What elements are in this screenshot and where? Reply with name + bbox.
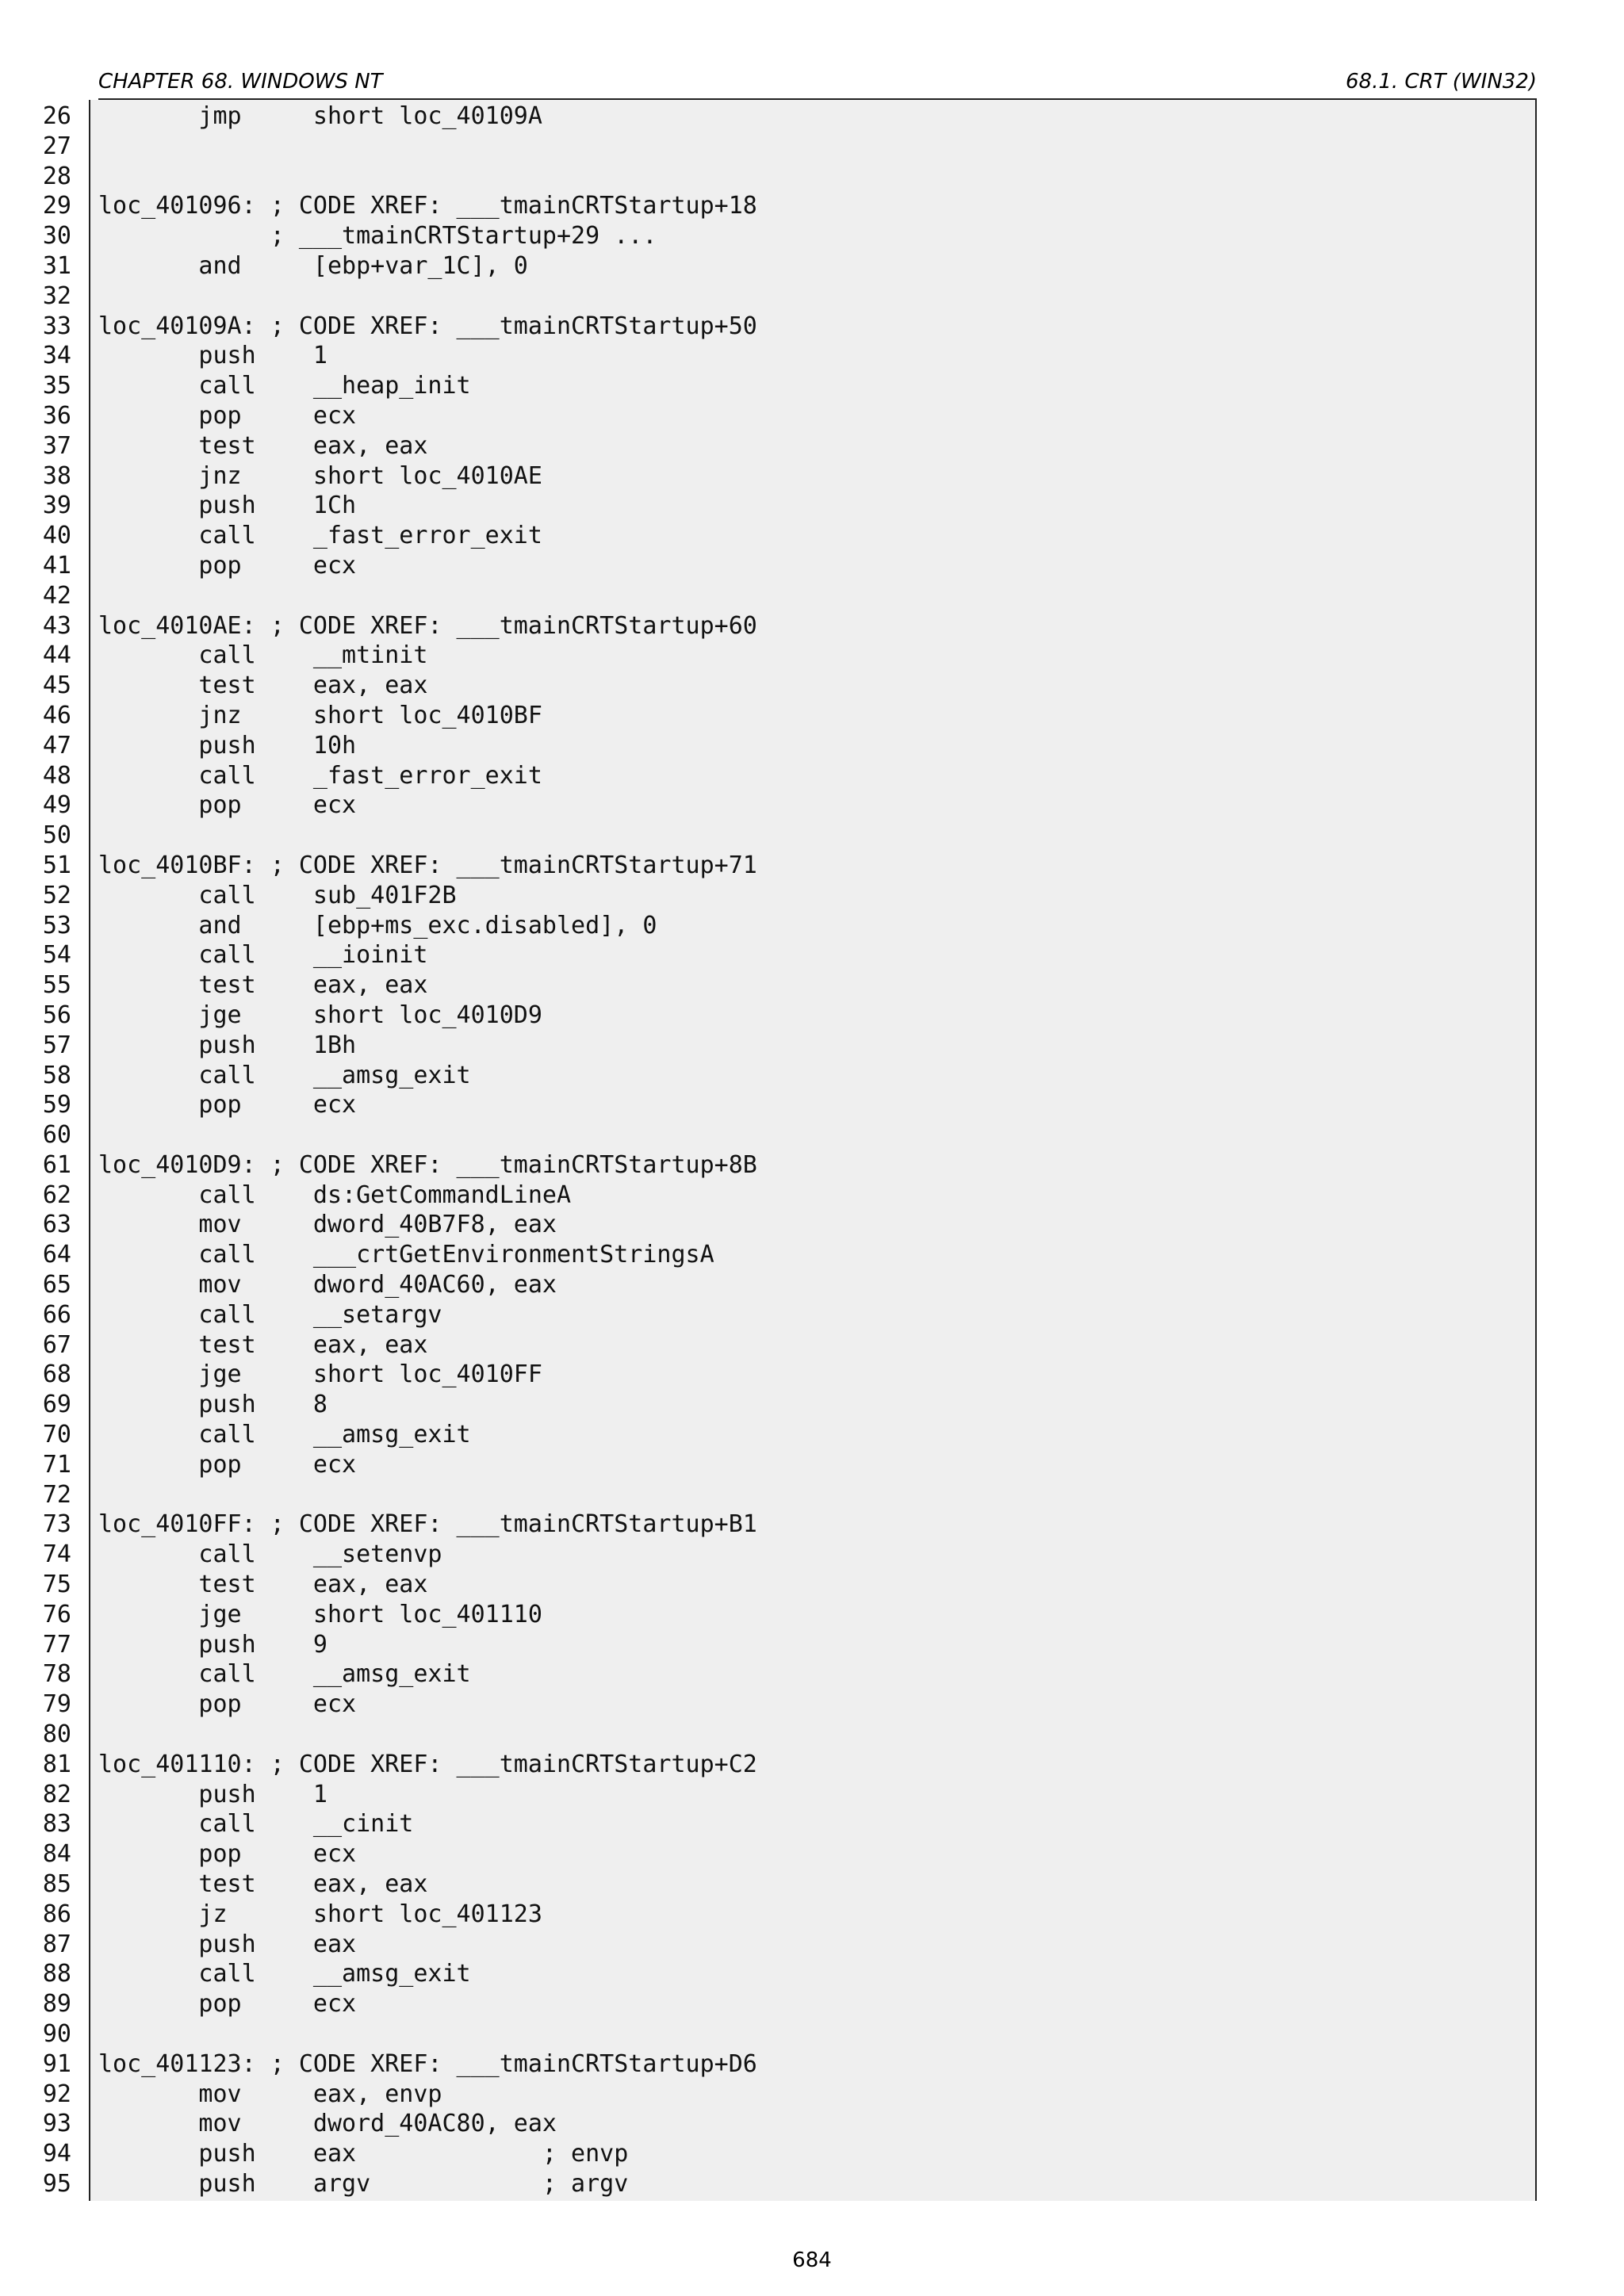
section-title: 68.1. CRT (WIN32) (1346, 70, 1537, 94)
code-listing (0, 101, 1624, 2199)
code-line (0, 1120, 1624, 1150)
code-text: push 1 (98, 342, 327, 370)
code-text: test eax, eax (98, 1330, 428, 1359)
code-text: jmp short loc_40109A (98, 102, 542, 130)
code-line (0, 2169, 1624, 2199)
code-text: pop ecx (98, 551, 357, 580)
line-number: 29 (42, 192, 71, 220)
code-line (0, 371, 1624, 401)
code-line (0, 1001, 1624, 1031)
code-line (0, 2019, 1624, 2049)
line-number: 95 (42, 2169, 71, 2198)
code-line (0, 1959, 1624, 1989)
code-line (0, 911, 1624, 941)
code-text: loc_4010AE: ; CODE XREF: ___tmainCRTStartup+60 (98, 611, 757, 640)
code-line (0, 1420, 1624, 1450)
code-text: loc_4010FF: ; CODE XREF: ___tmainCRTStartup+B1 (98, 1510, 757, 1539)
line-number: 87 (42, 1930, 71, 1958)
code-text: call __cinit (98, 1810, 414, 1839)
line-number: 47 (42, 731, 71, 760)
code-line (0, 1031, 1624, 1061)
code-line (0, 1600, 1624, 1630)
line-number: 84 (42, 1840, 71, 1869)
code-text: call __setargv (98, 1300, 442, 1329)
line-number: 50 (42, 821, 71, 850)
code-line (0, 1240, 1624, 1270)
line-number: 85 (42, 1870, 71, 1899)
line-number: 70 (42, 1421, 71, 1449)
line-number: 34 (42, 342, 71, 370)
code-line (0, 1061, 1624, 1091)
code-line (0, 1210, 1624, 1240)
line-number: 92 (42, 2080, 71, 2108)
line-number: 37 (42, 431, 71, 460)
line-number: 66 (42, 1300, 71, 1329)
line-number: 61 (42, 1150, 71, 1179)
line-number: 78 (42, 1660, 71, 1689)
line-number: 51 (42, 851, 71, 879)
line-number: 33 (42, 312, 71, 340)
code-text: pop ecx (98, 1840, 357, 1869)
code-line (0, 940, 1624, 970)
code-text: mov dword_40AC80, eax (98, 2110, 557, 2138)
code-text: call __heap_init (98, 372, 471, 400)
chapter-title: CHAPTER 68. WINDOWS NT (98, 70, 383, 94)
code-text: pop ecx (98, 791, 357, 820)
code-text: and [ebp+ms_exc.disabled], 0 (98, 911, 657, 939)
code-line (0, 1689, 1624, 1720)
code-line (0, 1989, 1624, 2019)
line-number: 38 (42, 461, 71, 490)
code-text: pop ecx (98, 401, 357, 430)
line-number: 59 (42, 1091, 71, 1119)
code-line (0, 1930, 1624, 1960)
line-number: 60 (42, 1121, 71, 1150)
code-text: test eax, eax (98, 1571, 428, 1599)
line-number: 68 (42, 1360, 71, 1389)
code-text: call __amsg_exit (98, 1660, 471, 1689)
code-line (0, 1900, 1624, 1930)
line-number: 75 (42, 1571, 71, 1599)
code-text: call ___crtGetEnvironmentStringsA (98, 1241, 714, 1269)
line-number: 82 (42, 1780, 71, 1808)
code-text: jz short loc_401123 (98, 1900, 542, 1928)
line-number: 28 (42, 162, 71, 190)
code-line (0, 461, 1624, 492)
code-text: test eax, eax (98, 431, 428, 460)
line-number: 81 (42, 1750, 71, 1778)
line-number: 64 (42, 1241, 71, 1269)
code-line (0, 1090, 1624, 1120)
line-number: 39 (42, 492, 71, 520)
code-text: pop ecx (98, 1990, 357, 2019)
code-line (0, 1839, 1624, 1869)
code-line (0, 1360, 1624, 1390)
code-text: push 1Bh (98, 1031, 357, 1059)
line-number: 73 (42, 1510, 71, 1539)
code-line (0, 1540, 1624, 1570)
code-text: test eax, eax (98, 1870, 428, 1899)
code-line (0, 191, 1624, 221)
code-line (0, 312, 1624, 342)
code-text: loc_401096: ; CODE XREF: ___tmainCRTStartup+18 (98, 192, 757, 220)
line-number: 32 (42, 281, 71, 310)
code-line (0, 2049, 1624, 2080)
line-number: 77 (42, 1630, 71, 1659)
code-line (0, 970, 1624, 1001)
code-text: loc_401123: ; CODE XREF: ___tmainCRTStartup+D6 (98, 2049, 757, 2078)
code-text: call _fast_error_exit (98, 522, 542, 550)
code-line (0, 821, 1624, 851)
code-line (0, 1809, 1624, 1839)
code-text: push 10h (98, 731, 357, 760)
code-text: jge short loc_4010D9 (98, 1001, 542, 1029)
code-line (0, 611, 1624, 641)
code-line (0, 2139, 1624, 2169)
line-number: 45 (42, 672, 71, 700)
line-number: 88 (42, 1960, 71, 1988)
line-number: 54 (42, 941, 71, 970)
code-text: push 1 (98, 1780, 327, 1808)
line-number: 49 (42, 791, 71, 820)
code-text: pop ecx (98, 1450, 357, 1479)
code-line (0, 132, 1624, 162)
code-line (0, 251, 1624, 281)
code-line (0, 1181, 1624, 1211)
line-number: 90 (42, 2020, 71, 2048)
line-number: 58 (42, 1061, 71, 1089)
code-line (0, 341, 1624, 371)
code-line (0, 2109, 1624, 2139)
code-line (0, 1510, 1624, 1540)
line-number: 42 (42, 581, 71, 610)
code-text: call ds:GetCommandLineA (98, 1181, 572, 1209)
line-number: 30 (42, 222, 71, 251)
page-number: 684 (792, 2248, 832, 2272)
line-number: 48 (42, 761, 71, 790)
line-number: 71 (42, 1450, 71, 1479)
code-text: jge short loc_401110 (98, 1600, 542, 1628)
code-text: call __amsg_exit (98, 1421, 471, 1449)
line-number: 69 (42, 1391, 71, 1419)
code-line (0, 1659, 1624, 1689)
code-line (0, 1570, 1624, 1600)
line-number: 63 (42, 1211, 71, 1239)
line-number: 94 (42, 2140, 71, 2168)
code-text: call __amsg_exit (98, 1960, 471, 1988)
line-number: 31 (42, 251, 71, 280)
line-number: 53 (42, 911, 71, 939)
code-text: test eax, eax (98, 672, 428, 700)
code-text: test eax, eax (98, 971, 428, 1000)
line-number: 40 (42, 522, 71, 550)
line-number: 27 (42, 132, 71, 160)
code-line (0, 881, 1624, 911)
line-number: 93 (42, 2110, 71, 2138)
code-line (0, 281, 1624, 312)
code-line (0, 491, 1624, 521)
line-number: 74 (42, 1540, 71, 1569)
code-text: call __ioinit (98, 941, 428, 970)
code-line (0, 1270, 1624, 1300)
code-line (0, 101, 1624, 132)
code-text: pop ecx (98, 1091, 357, 1119)
code-text: mov dword_40AC60, eax (98, 1271, 557, 1299)
code-line (0, 1390, 1624, 1420)
code-text: call __mtinit (98, 641, 428, 670)
code-line (0, 521, 1624, 551)
line-number: 76 (42, 1600, 71, 1628)
code-line (0, 581, 1624, 611)
code-text: ; ___tmainCRTStartup+29 ... (98, 222, 657, 251)
line-number: 89 (42, 1990, 71, 2019)
code-text: loc_4010D9: ; CODE XREF: ___tmainCRTStartup+8B (98, 1150, 757, 1179)
line-number: 35 (42, 372, 71, 400)
code-line (0, 2080, 1624, 2110)
code-line (0, 221, 1624, 251)
line-number: 91 (42, 2049, 71, 2078)
code-line (0, 1480, 1624, 1510)
code-line (0, 641, 1624, 671)
code-text: push eax ; envp (98, 2140, 629, 2168)
code-text: push 9 (98, 1630, 327, 1659)
code-line (0, 551, 1624, 581)
line-number: 36 (42, 401, 71, 430)
line-number: 72 (42, 1480, 71, 1509)
code-line (0, 1720, 1624, 1750)
code-line (0, 701, 1624, 731)
code-line (0, 1150, 1624, 1181)
code-line (0, 401, 1624, 431)
code-text: jnz short loc_4010BF (98, 701, 542, 729)
code-line (0, 790, 1624, 821)
code-text: jge short loc_4010FF (98, 1360, 542, 1389)
line-number: 52 (42, 881, 71, 909)
code-line (0, 1780, 1624, 1810)
code-line (0, 1869, 1624, 1900)
line-number: 56 (42, 1001, 71, 1029)
code-line (0, 761, 1624, 791)
code-text: call _fast_error_exit (98, 761, 542, 790)
line-number: 43 (42, 611, 71, 640)
code-text: push 1Ch (98, 492, 357, 520)
code-text: push eax (98, 1930, 357, 1958)
line-number: 44 (42, 641, 71, 670)
code-line (0, 731, 1624, 761)
line-number: 57 (42, 1031, 71, 1059)
code-line (0, 1300, 1624, 1330)
line-number: 41 (42, 551, 71, 580)
code-line (0, 1450, 1624, 1480)
code-line (0, 431, 1624, 461)
code-text: loc_4010BF: ; CODE XREF: ___tmainCRTStartup+71 (98, 851, 757, 879)
line-number: 62 (42, 1181, 71, 1209)
code-line (0, 1630, 1624, 1660)
line-number: 83 (42, 1810, 71, 1839)
code-text: mov eax, envp (98, 2080, 442, 2108)
code-text: push 8 (98, 1391, 327, 1419)
line-number: 80 (42, 1720, 71, 1749)
line-number: 86 (42, 1900, 71, 1928)
code-text: jnz short loc_4010AE (98, 461, 542, 490)
code-text: call __setenvp (98, 1540, 442, 1569)
line-number: 67 (42, 1330, 71, 1359)
code-line (0, 671, 1624, 701)
code-text: loc_401110: ; CODE XREF: ___tmainCRTStartup+C2 (98, 1750, 757, 1778)
line-number: 26 (42, 102, 71, 130)
code-line (0, 1330, 1624, 1360)
code-line (0, 851, 1624, 881)
line-number: 65 (42, 1271, 71, 1299)
code-text: and [ebp+var_1C], 0 (98, 251, 528, 280)
code-line (0, 162, 1624, 192)
code-text: mov dword_40B7F8, eax (98, 1211, 557, 1239)
line-number: 46 (42, 701, 71, 729)
code-text: push argv ; argv (98, 2169, 629, 2198)
code-text: pop ecx (98, 1690, 357, 1719)
code-line (0, 1750, 1624, 1780)
code-text: call sub_401F2B (98, 881, 457, 909)
line-number: 79 (42, 1690, 71, 1719)
line-number: 55 (42, 971, 71, 1000)
code-text: call __amsg_exit (98, 1061, 471, 1089)
code-text: loc_40109A: ; CODE XREF: ___tmainCRTStartup+50 (98, 312, 757, 340)
